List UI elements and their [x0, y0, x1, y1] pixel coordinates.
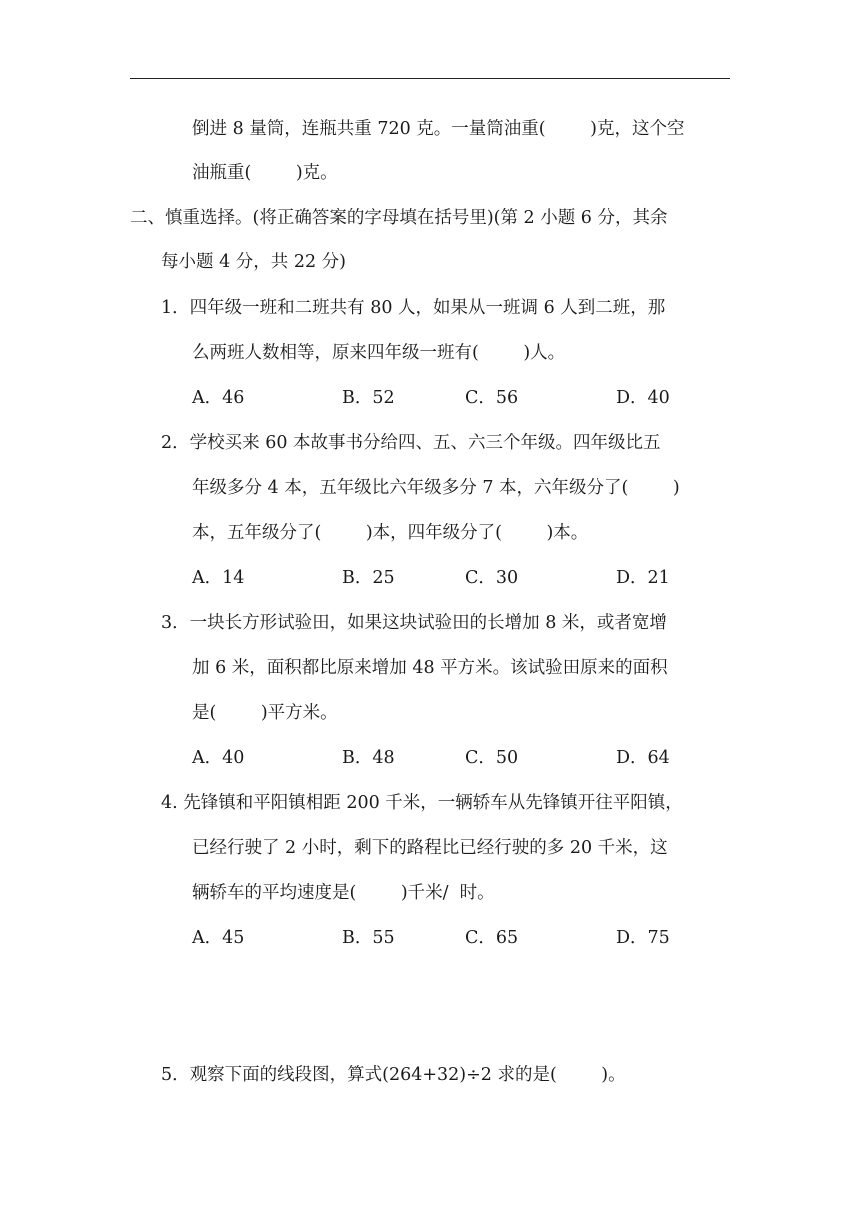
question-1-line-2: 么两班人数相等，原来四年级一班有( )人。: [192, 343, 566, 363]
question-1-line-1: 1．四年级一班和二班共有 80 人，如果从一班调 6 人到二班，那: [161, 298, 666, 318]
question-1-option-c[interactable]: C．56: [465, 388, 519, 408]
question-1-option-d[interactable]: D．40: [616, 388, 670, 408]
question-2-option-c[interactable]: C．30: [465, 568, 519, 588]
question-1-option-b[interactable]: B．52: [342, 388, 395, 408]
question-2-line-2: 年级多分 4 本，五年级比六年级多分 7 本，六年级分了( ): [192, 478, 680, 498]
fill-in-tail-line-1: 倒进 8 量筒，连瓶共重 720 克。一量筒油重( )克，这个空: [192, 119, 685, 139]
question-3-option-c[interactable]: C．50: [465, 748, 519, 768]
question-3-option-b[interactable]: B．48: [342, 748, 395, 768]
question-4-line-2: 已经行驶了 2 小时，剩下的路程比已经行驶的多 20 千米，这: [192, 838, 668, 858]
question-1-option-a[interactable]: A．46: [192, 388, 245, 408]
question-2-option-d[interactable]: D．21: [616, 568, 670, 588]
question-3-option-a[interactable]: A．40: [192, 748, 245, 768]
question-2-option-a[interactable]: A．14: [192, 568, 245, 588]
question-3-line-2: 加 6 米，面积都比原来增加 48 平方米。该试验田原来的面积: [192, 658, 668, 678]
header-rule: [130, 78, 730, 79]
question-4-option-d[interactable]: D．75: [616, 928, 670, 948]
question-3-option-d[interactable]: D．64: [616, 748, 670, 768]
question-2-option-b[interactable]: B．25: [342, 568, 395, 588]
question-4-option-c[interactable]: C．65: [465, 928, 519, 948]
question-3-line-1: 3．一块长方形试验田，如果这块试验田的长增加 8 米，或者宽增: [161, 613, 667, 633]
question-5-line-1: 5．观察下面的线段图，算式(264+32)÷2 求的是( )。: [161, 1065, 626, 1085]
section-title: 二、慎重选择。(将正确答案的字母填在括号里)(第 2 小题 6 分，其余: [130, 208, 668, 228]
fill-in-tail-line-2: 油瓶重( )克。: [192, 163, 338, 183]
section-title-line-2: 每小题 4 分，共 22 分): [161, 252, 346, 272]
question-4-option-b[interactable]: B．55: [342, 928, 395, 948]
question-4-line-1: 4. 先锋镇和平阳镇相距 200 千米，一辆轿车从先锋镇开往平阳镇，: [161, 793, 683, 813]
question-4-line-3: 辆轿车的平均速度是( )千米/ 时。: [192, 883, 495, 903]
question-3-line-3: 是( )平方米。: [192, 703, 338, 723]
question-2-line-3: 本，五年级分了( )本，四年级分了( )本。: [192, 523, 589, 543]
question-2-line-1: 2．学校买来 60 本故事书分给四、五、六三个年级。四年级比五: [161, 433, 661, 453]
question-4-option-a[interactable]: A．45: [192, 928, 245, 948]
